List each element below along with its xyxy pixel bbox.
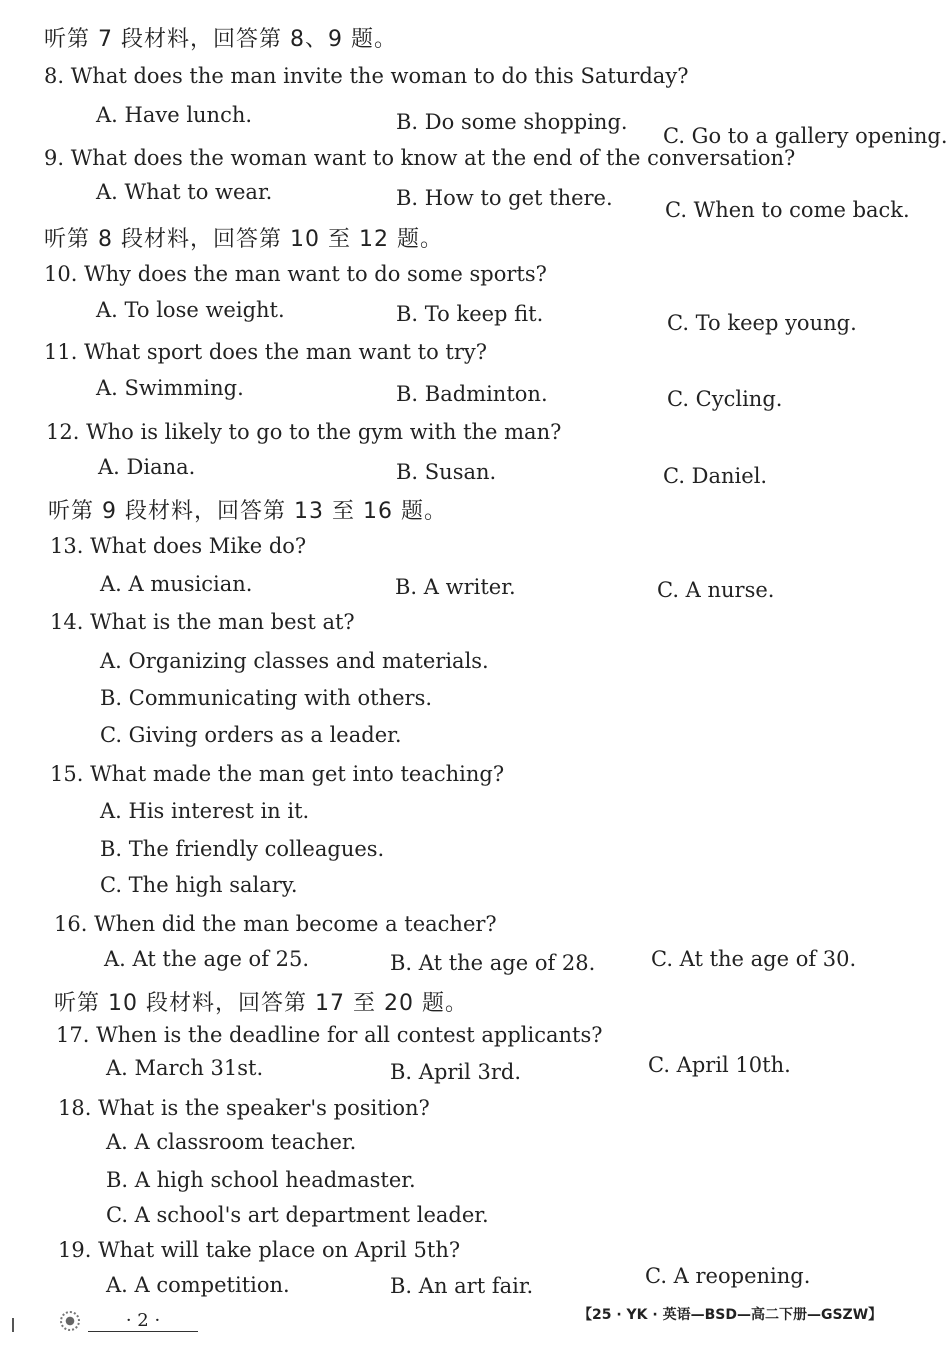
option-a: A. Organizing classes and materials. bbox=[100, 649, 489, 673]
option-a: A. To lose weight. bbox=[96, 298, 285, 322]
option-a: A. A musician. bbox=[100, 572, 253, 596]
option-b: B. A writer. bbox=[395, 575, 516, 599]
question-stem: 15. What made the man get into teaching? bbox=[50, 762, 505, 786]
question-stem: 11. What sport does the man want to try? bbox=[44, 340, 487, 364]
question-stem: 8. What does the man invite the woman to do this Saturday? bbox=[44, 64, 689, 88]
option-b: B. Badminton. bbox=[396, 382, 548, 406]
section-heading: 听第 10 段材料，回答第 17 至 20 题。 bbox=[54, 991, 468, 1016]
question-stem: 13. What does Mike do? bbox=[50, 534, 307, 558]
option-b: B. Susan. bbox=[396, 460, 497, 484]
option-b: B. The friendly colleagues. bbox=[100, 837, 385, 861]
option-c: C. The high salary. bbox=[100, 873, 298, 897]
option-c: C. A school's art department leader. bbox=[106, 1203, 489, 1227]
page-number-text: · 2 · bbox=[88, 1310, 198, 1332]
option-c: C. To keep young. bbox=[667, 311, 857, 335]
option-b: B. Communicating with others. bbox=[100, 686, 433, 710]
section-heading: 听第 8 段材料，回答第 10 至 12 题。 bbox=[44, 227, 443, 252]
option-b: B. To keep fit. bbox=[396, 302, 544, 326]
option-c: C. A nurse. bbox=[657, 578, 775, 602]
question-stem: 14. What is the man best at? bbox=[50, 610, 355, 634]
question-stem: 16. When did the man become a teacher? bbox=[54, 912, 497, 936]
question-stem: 18. What is the speaker's position? bbox=[58, 1096, 430, 1120]
option-c: C. A reopening. bbox=[645, 1264, 811, 1288]
option-a: A. At the age of 25. bbox=[104, 947, 310, 971]
option-c: C. At the age of 30. bbox=[651, 947, 857, 971]
sun-icon bbox=[60, 1311, 80, 1331]
section-heading: 听第 9 段材料，回答第 13 至 16 题。 bbox=[48, 499, 447, 524]
option-a: A. What to wear. bbox=[96, 180, 273, 204]
option-a: A. Diana. bbox=[98, 455, 196, 479]
option-b: B. Do some shopping. bbox=[396, 110, 628, 134]
option-b: B. A high school headmaster. bbox=[106, 1168, 416, 1192]
option-a: A. A classroom teacher. bbox=[106, 1130, 357, 1154]
option-a: A. March 31st. bbox=[106, 1056, 264, 1080]
option-b: B. How to get there. bbox=[396, 186, 613, 210]
exam-code: 【25 · YK · 英语—BSD—高二下册—GSZW】 bbox=[578, 1307, 883, 1323]
question-stem: 9. What does the woman want to know at the end of the conversation? bbox=[44, 146, 796, 170]
option-c: C. Go to a gallery opening. bbox=[663, 124, 948, 148]
option-c: C. Cycling. bbox=[667, 387, 783, 411]
question-stem: 17. When is the deadline for all contest applicants? bbox=[56, 1023, 603, 1047]
option-c: C. April 10th. bbox=[648, 1053, 791, 1077]
option-c: C. When to come back. bbox=[665, 198, 910, 222]
option-b: B. April 3rd. bbox=[390, 1060, 522, 1084]
option-c: C. Giving orders as a leader. bbox=[100, 723, 402, 747]
option-a: A. Swimming. bbox=[96, 376, 244, 400]
option-a: A. A competition. bbox=[106, 1273, 290, 1297]
question-stem: 19. What will take place on April 5th? bbox=[58, 1238, 461, 1262]
option-c: C. Daniel. bbox=[663, 464, 768, 488]
option-b: B. At the age of 28. bbox=[390, 951, 596, 975]
option-a: A. His interest in it. bbox=[100, 799, 310, 823]
question-stem: 12. Who is likely to go to the gym with the man? bbox=[46, 420, 562, 444]
section-heading: 听第 7 段材料，回答第 8、9 题。 bbox=[44, 27, 397, 52]
option-b: B. An art fair. bbox=[390, 1274, 534, 1298]
question-stem: 10. Why does the man want to do some sports? bbox=[44, 262, 547, 286]
margin-mark bbox=[12, 1318, 14, 1332]
option-a: A. Have lunch. bbox=[96, 103, 253, 127]
page-number bbox=[60, 1310, 198, 1332]
